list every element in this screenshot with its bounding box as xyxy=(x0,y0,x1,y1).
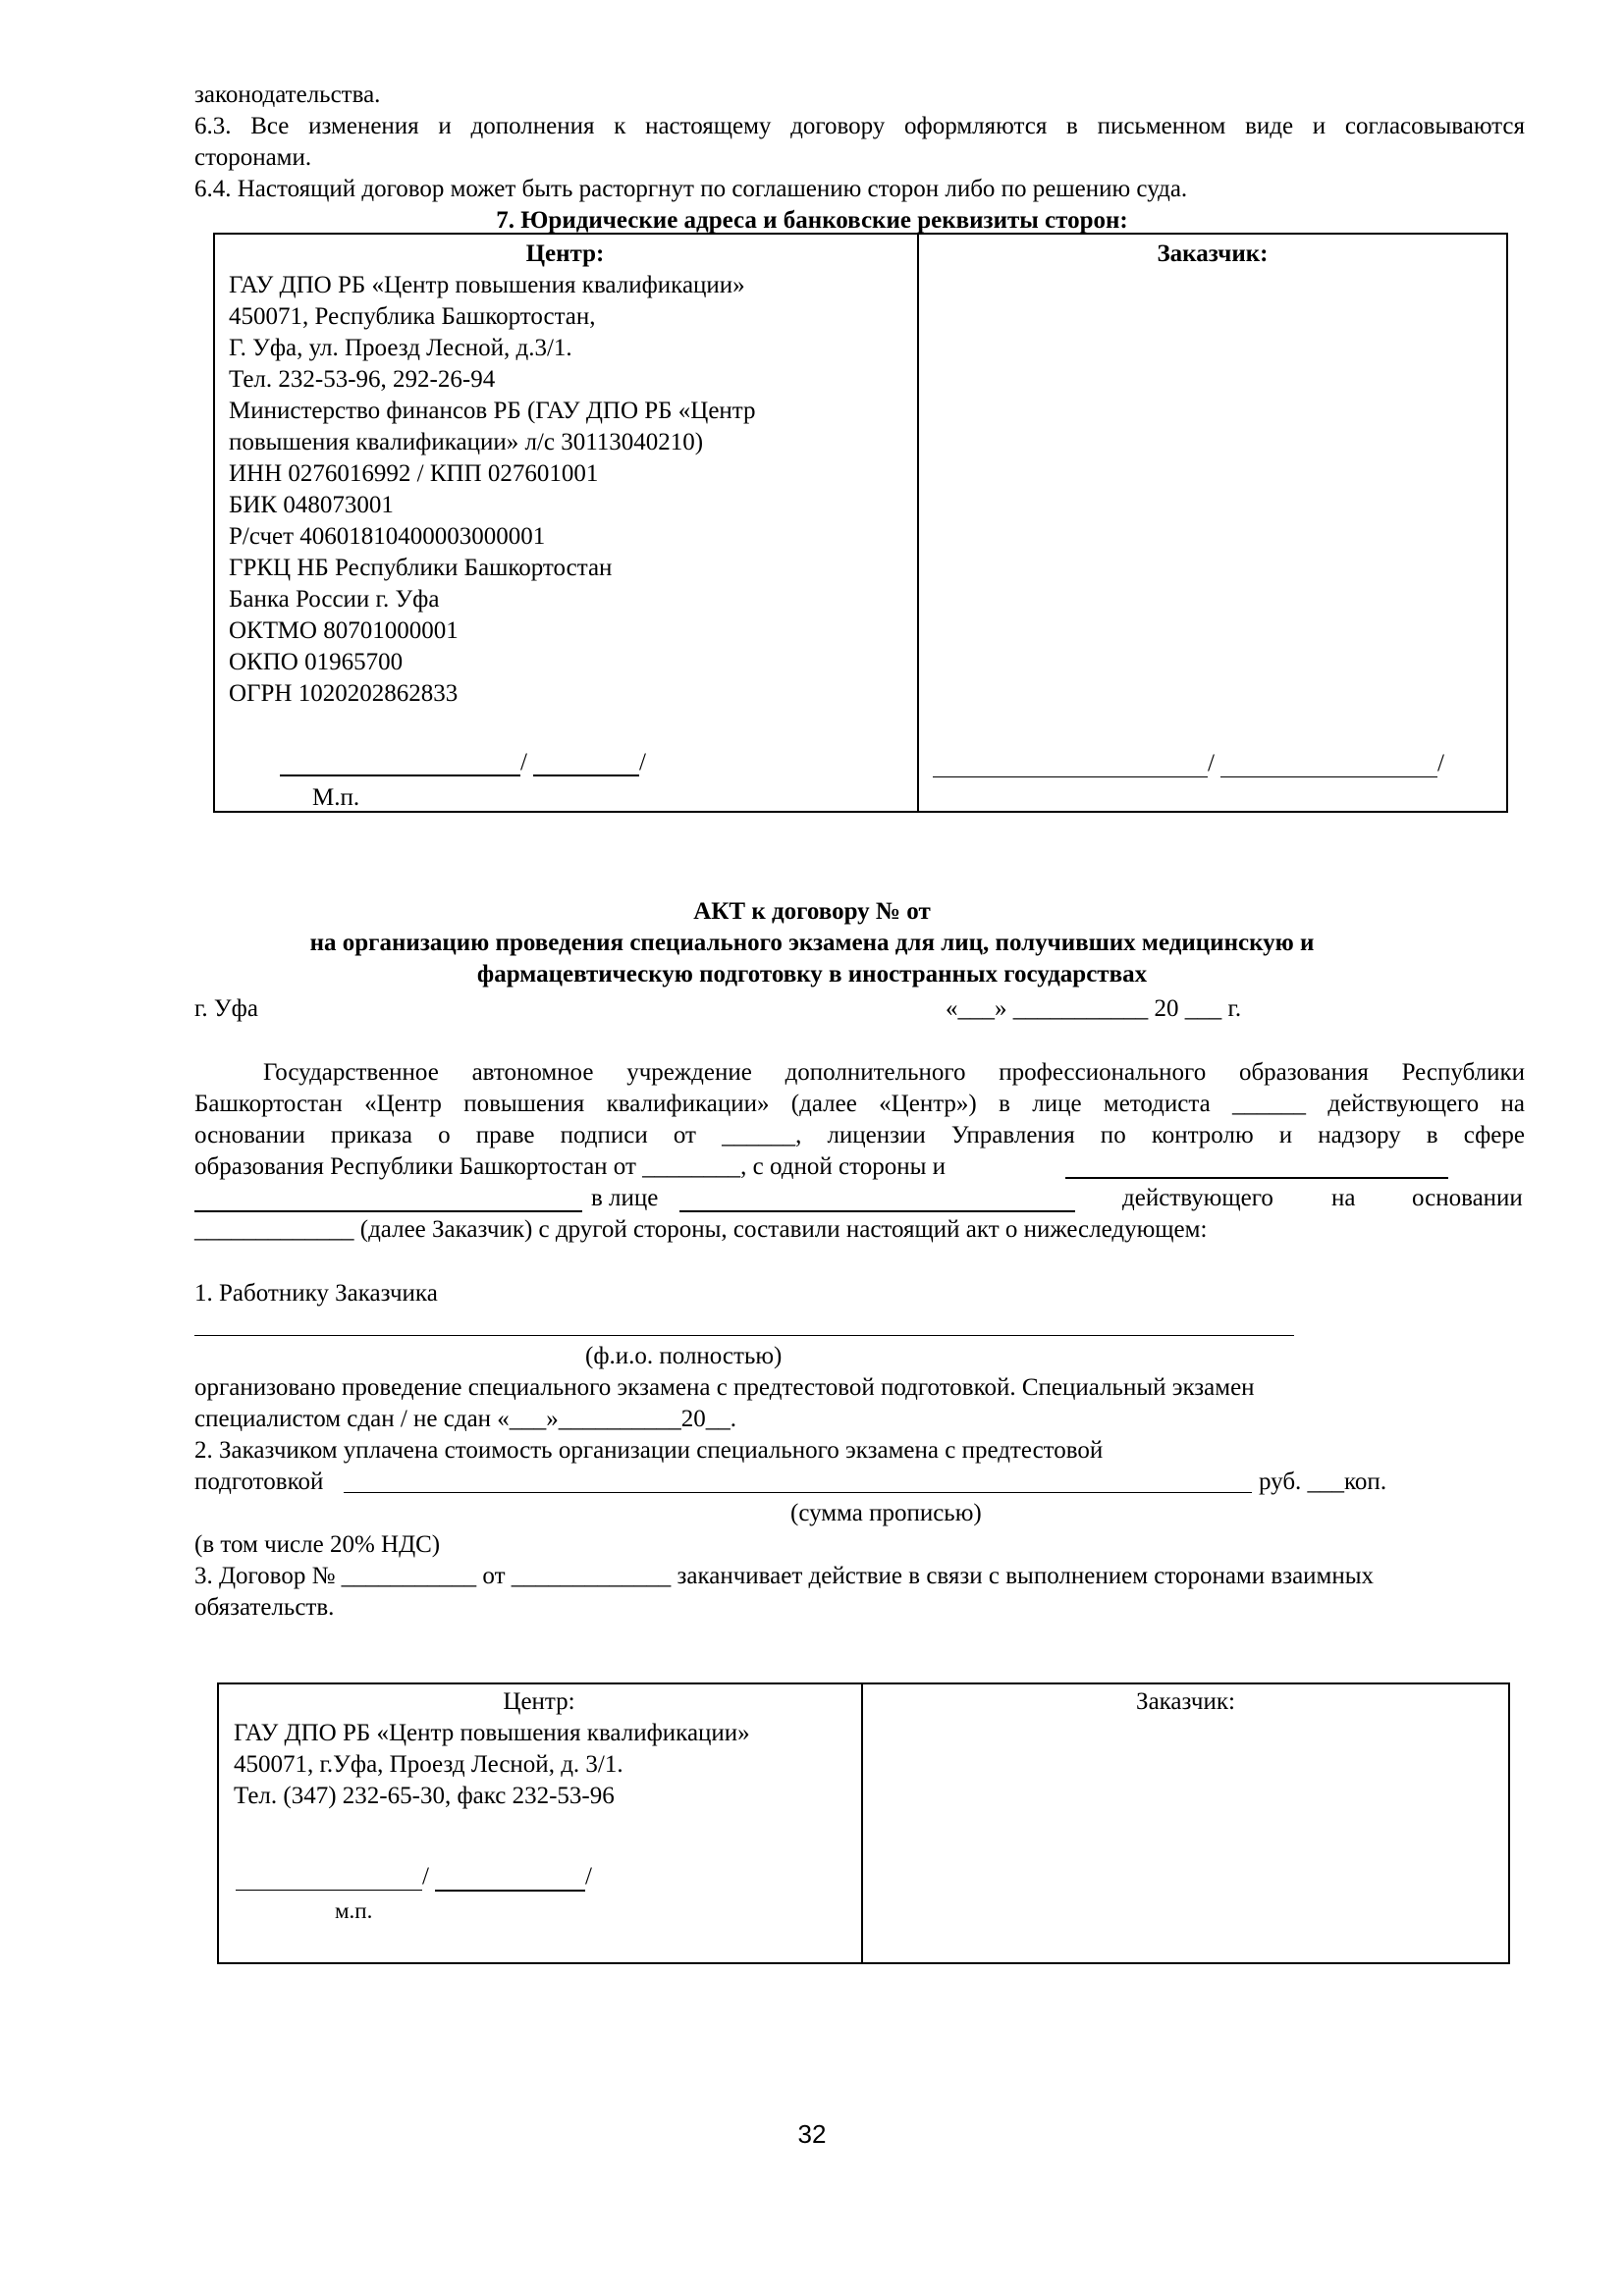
signature-line xyxy=(533,774,639,776)
paragraph-line: основании приказа о праве подписи от ______, лицензии Управления по контролю и надзору в сфере xyxy=(194,1122,1525,1148)
signature-slash: / xyxy=(639,749,646,775)
sum-caption: (сумма прописью) xyxy=(790,1500,982,1526)
item-3-text: обязательств. xyxy=(194,1594,335,1621)
contact-line: 450071, г.Уфа, Проезд Лесной, д. 3/1. xyxy=(234,1751,623,1778)
act-date: «___» ___________ 20 ___ г. xyxy=(946,995,1242,1022)
name-line xyxy=(194,1335,1294,1336)
table-divider xyxy=(861,1682,863,1964)
center-header: Центр: xyxy=(525,240,605,267)
signature-line xyxy=(1220,776,1437,777)
requisites-line: ОГРН 1020202862833 xyxy=(229,680,459,707)
paragraph-text: основании xyxy=(1412,1185,1523,1211)
page-number: 32 xyxy=(797,2119,827,2149)
signature-slash: / xyxy=(1208,750,1215,776)
item-2-text: подготовкой xyxy=(194,1468,324,1495)
stamp-label: м.п. xyxy=(335,1898,373,1923)
requisites-line: Банка России г. Уфа xyxy=(229,586,440,613)
requisites-line: Р/счет 40601810400003000001 xyxy=(229,523,546,550)
requisites-line: Тел. 232-53-96, 292-26-94 xyxy=(229,366,496,393)
paragraph-line: Государственное автономное учреждение дополнительного профессионального образования Республики xyxy=(263,1059,1525,1086)
text-line: сторонами. xyxy=(194,144,312,171)
requisites-line: повышения квалификации» л/с 30113040210) xyxy=(229,429,704,455)
requisites-line: ИНН 0276016992 / КПП 027601001 xyxy=(229,460,599,487)
signature-slash: / xyxy=(520,749,527,775)
paragraph-text: в лице xyxy=(591,1185,659,1211)
representative-line xyxy=(679,1210,1075,1212)
signature-line xyxy=(236,1890,422,1891)
stamp-label: М.п. xyxy=(312,784,360,811)
signature-slash: / xyxy=(585,1863,592,1890)
text-line: 6.3. Все изменения и дополнения к настоящему договору оформляются в письменном виде и согласовываются xyxy=(194,113,1525,139)
requisites-line: ГРКЦ НБ Республики Башкортостан xyxy=(229,555,613,581)
contact-line: Тел. (347) 232-65-30, факс 232-53-96 xyxy=(234,1783,615,1809)
paragraph-line: образования Республики Башкортостан от ________, с одной стороны и xyxy=(194,1153,947,1180)
center-header: Центр: xyxy=(503,1688,575,1715)
fio-caption: (ф.и.о. полностью) xyxy=(585,1343,783,1369)
act-title: АКТ к договору № от xyxy=(693,898,931,925)
signature-slash: / xyxy=(422,1863,429,1890)
table-divider xyxy=(917,233,919,813)
vat-text: (в том числе 20% НДС) xyxy=(194,1531,441,1558)
requisites-line: Министерство финансов РБ (ГАУ ДПО РБ «Центр xyxy=(229,398,756,424)
requisites-line: ОКТМО 80701000001 xyxy=(229,617,459,644)
paragraph-line: Башкортостан «Центр повышения квалификации» (далее «Центр») в лице методиста ______ действующего на xyxy=(194,1091,1525,1117)
sum-line xyxy=(344,1492,1252,1493)
text-line: законодательства. xyxy=(194,81,381,108)
requisites-line: ГАУ ДПО РБ «Центр повышения квалификации» xyxy=(229,272,745,298)
paragraph-text: действующего xyxy=(1122,1185,1273,1211)
customer-header: Заказчик: xyxy=(1136,1688,1235,1715)
signature-slash: / xyxy=(1437,750,1444,776)
signature-line xyxy=(435,1890,585,1892)
paragraph-line: _____________ (далее Заказчик) с другой стороны, составили настоящий акт о нижеследующем: xyxy=(194,1216,1208,1243)
requisites-line: 450071, Республика Башкортостан, xyxy=(229,303,596,330)
rubles-text: руб. ___коп. xyxy=(1259,1468,1387,1495)
item-3: 3. Договор № ___________ от _____________ заканчивает действие в связи с выполнением сторонами взаимных xyxy=(194,1563,1375,1589)
contact-line: ГАУ ДПО РБ «Центр повышения квалификации» xyxy=(234,1720,750,1746)
signature-line xyxy=(933,776,1208,777)
requisites-line: БИК 048073001 xyxy=(229,492,394,518)
signature-line xyxy=(280,774,520,776)
section-7-title: 7. Юридические адреса и банковские реквизиты сторон: xyxy=(496,207,1128,234)
requisites-line: Г. Уфа, ул. Проезд Лесной, д.3/1. xyxy=(229,335,572,361)
party-line xyxy=(1065,1177,1448,1179)
item-1-text: организовано проведение специального экзамена с предтестовой подготовкой. Специальный экзамен xyxy=(194,1374,1255,1401)
item-1-text: специалистом сдан / не сдан «___»__________20__. xyxy=(194,1406,737,1432)
party-line xyxy=(194,1210,582,1212)
text-line: 6.4. Настоящий договор может быть расторгнут по соглашению сторон либо по решению суда. xyxy=(194,176,1188,202)
city: г. Уфа xyxy=(194,995,258,1022)
requisites-line: ОКПО 01965700 xyxy=(229,649,404,675)
act-subtitle: фармацевтическую подготовку в иностранных государствах xyxy=(476,961,1148,988)
act-subtitle: на организацию проведения специального экзамена для лиц, получивших медицинскую и xyxy=(309,930,1315,956)
customer-header: Заказчик: xyxy=(1157,240,1269,267)
item-1: 1. Работнику Заказчика xyxy=(194,1280,438,1307)
paragraph-text: на xyxy=(1331,1185,1356,1211)
item-2: 2. Заказчиком уплачена стоимость организации специального экзамена с предтестовой xyxy=(194,1437,1104,1464)
